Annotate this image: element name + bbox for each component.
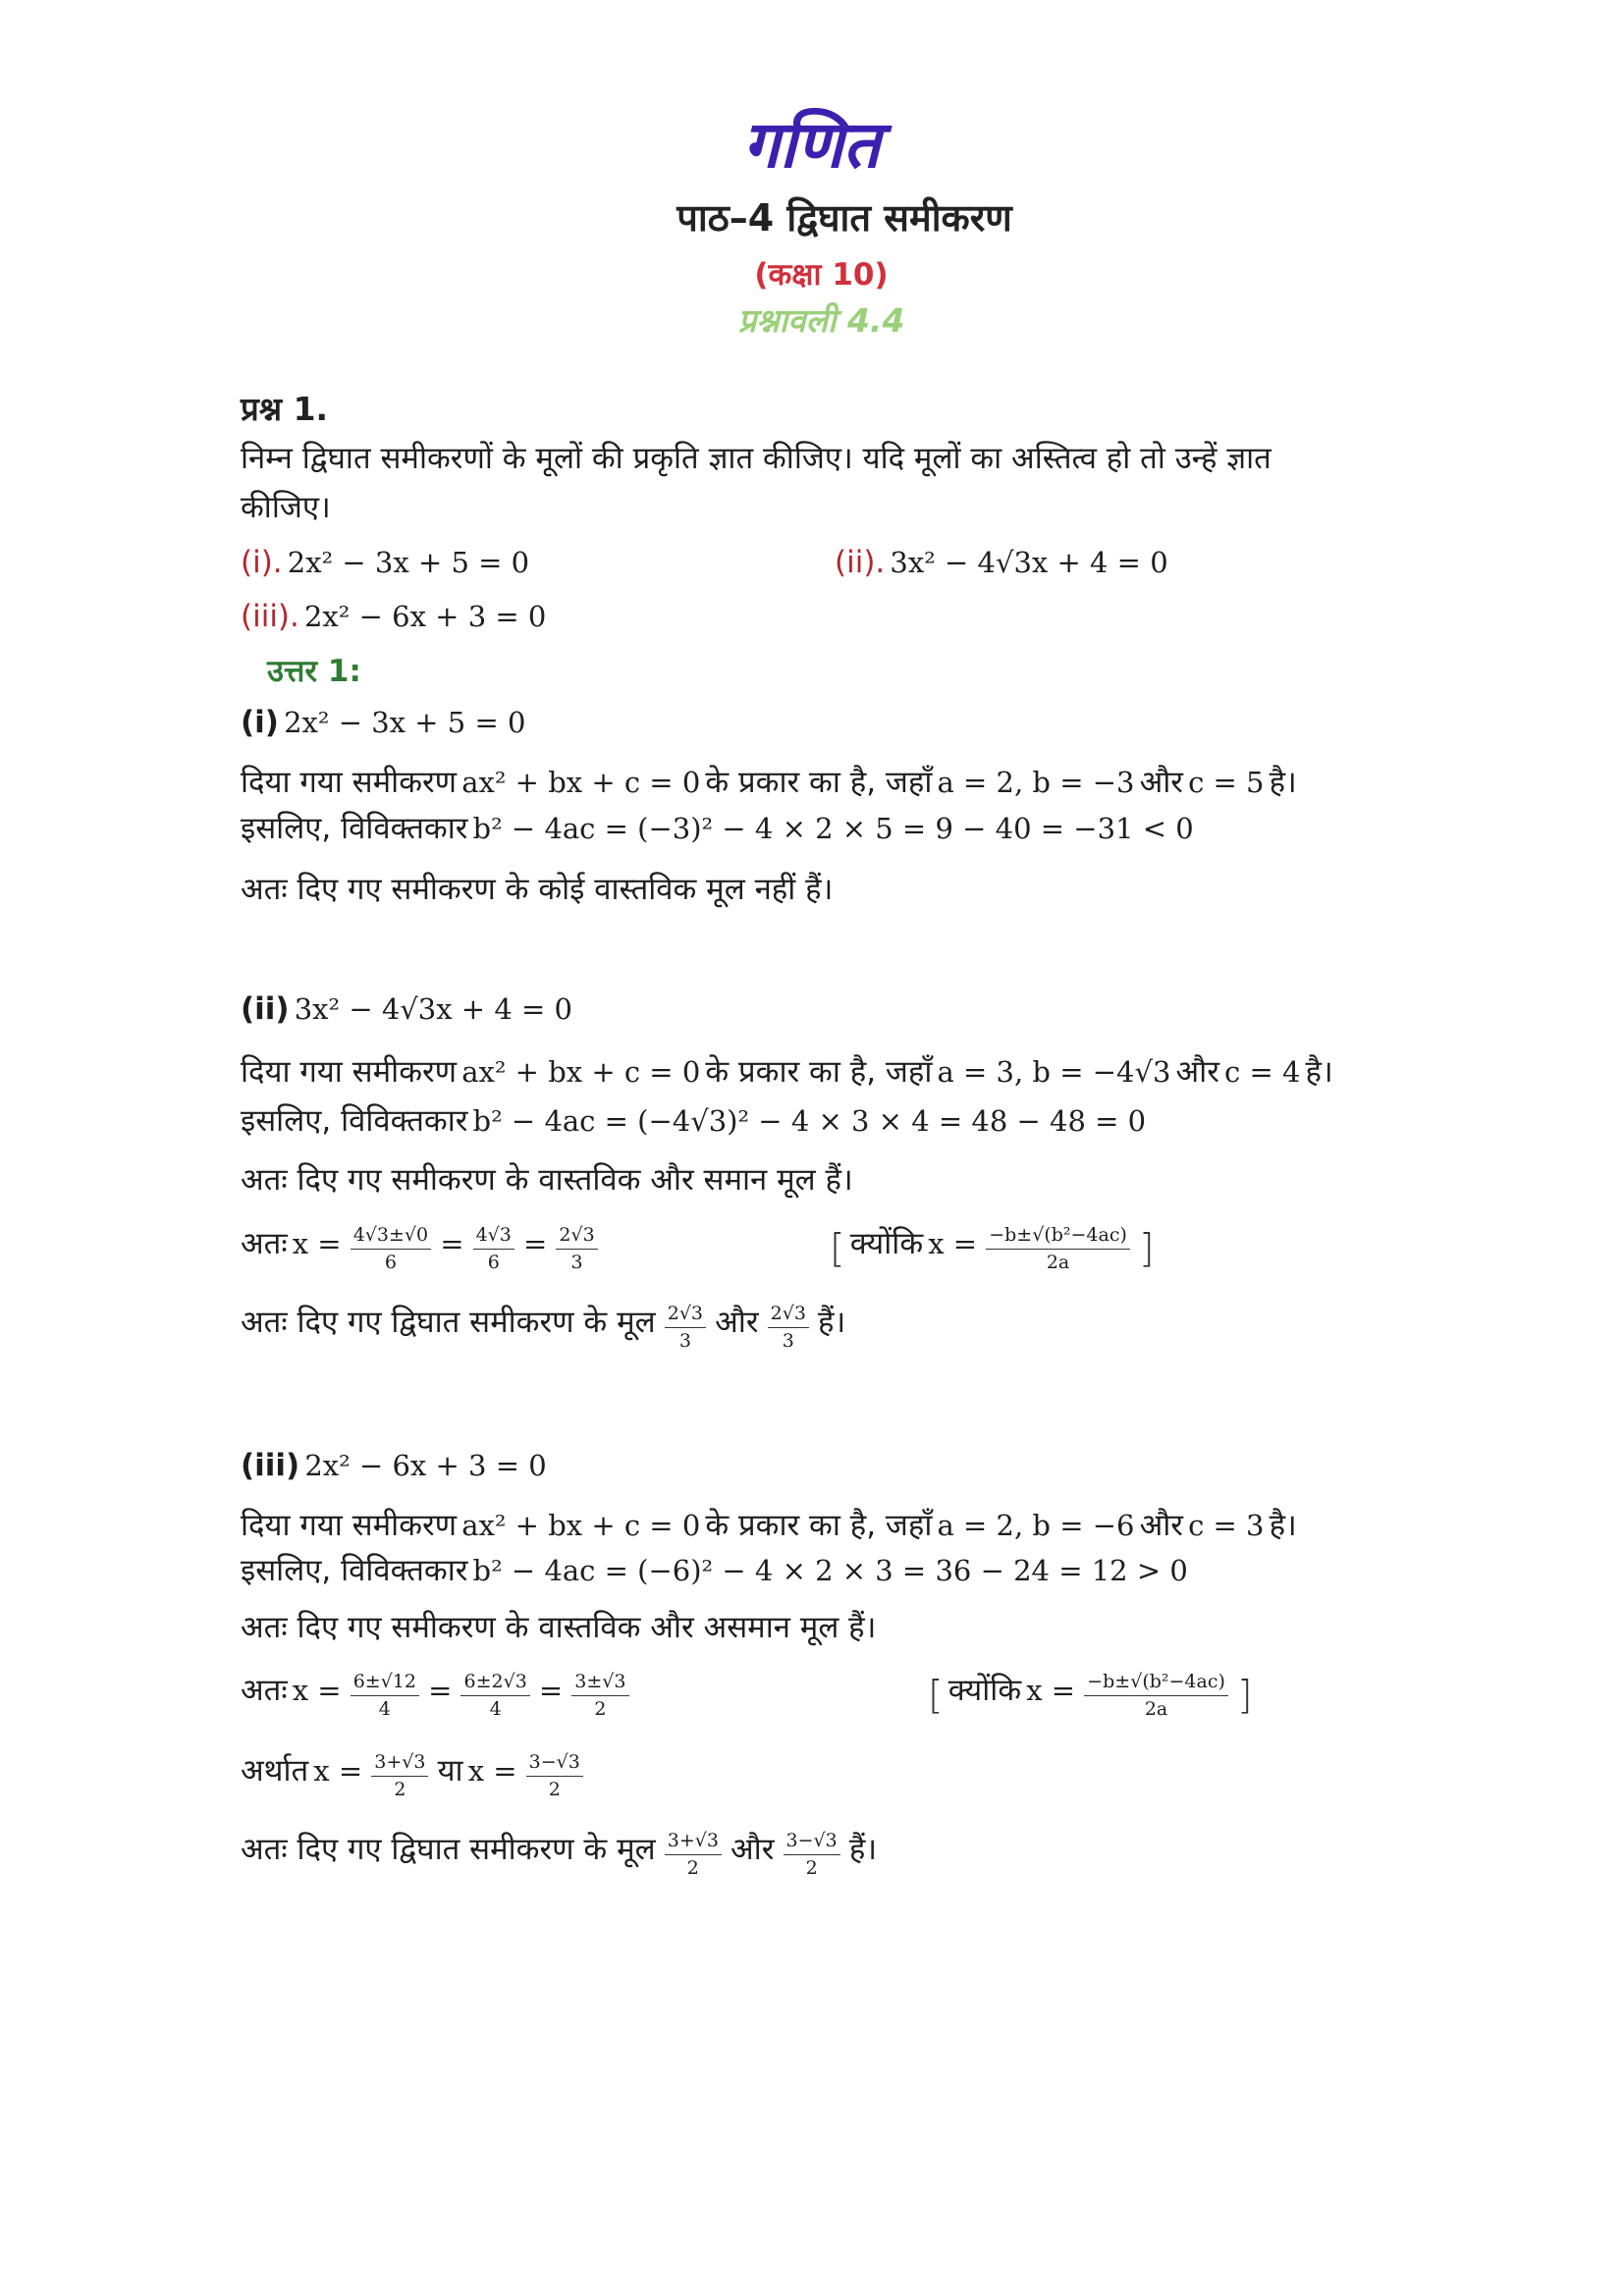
conclusion: अतः दिए गए समीकरण के वास्तविक और असमान मूल हैं।	[241, 1610, 877, 1645]
hai: है।	[1269, 765, 1297, 800]
part-equation: 2x² − 6x + 3 = 0	[304, 1449, 547, 1482]
hai: है।	[1269, 1508, 1297, 1543]
part-equation: 3x² − 4√3x + 4 = 0	[294, 992, 572, 1026]
subject-title: गणित	[742, 107, 881, 183]
because-label: क्योंकि	[849, 1226, 924, 1261]
part-label: (i)	[241, 705, 279, 740]
part-equation: 2x² − 3x + 5 = 0	[284, 706, 526, 739]
root-fraction: $\frac{3-√3}{2}$	[784, 1831, 840, 1880]
right-bracket: ]	[1237, 1673, 1253, 1719]
part-label: (iii).	[241, 599, 299, 634]
root-fraction: $\frac{3+√3}{2}$	[665, 1831, 722, 1880]
i-e-line: अर्थात x = $\frac{3+√3}{2}$ या x = $\frac{3-√3}{2}$	[241, 1749, 587, 1800]
coeff-c: c = 3	[1188, 1509, 1265, 1542]
exercise-label: प्रश्नावली 4.4	[737, 301, 905, 340]
given-mid: के प्रकार का है, जहाँ	[705, 1508, 933, 1543]
given-prefix: दिया गया समीकरण	[241, 1508, 458, 1543]
solve-prefix: अतः	[241, 1226, 288, 1261]
solve-x: x =	[292, 1674, 342, 1707]
given-form: ax² + bx + c = 0	[461, 1509, 701, 1542]
discriminant-line	[241, 1099, 1146, 1141]
aur: और	[1175, 1054, 1219, 1090]
roots-prefix: अतः दिए गए द्विघात समीकरण के मूल	[241, 1832, 656, 1867]
answer-part-iii-heading	[241, 1448, 547, 1483]
disc-expr: b² − 4ac = (−6)² − 4 × 2 × 3 = 36 − 24 = 12 > 0	[472, 1554, 1188, 1587]
question-heading: प्रश्न 1.	[241, 390, 329, 428]
given-line	[241, 761, 1297, 802]
root-fraction: $\frac{3+√3}{2}$	[371, 1752, 428, 1801]
class-label: (कक्षा 10)	[754, 257, 889, 293]
because-label: क्योंकि	[947, 1673, 1022, 1708]
given-line	[241, 1504, 1297, 1545]
fraction: $\frac{3\pm√3}{2}$	[571, 1672, 628, 1721]
fraction: $\frac{2√3}{3}$	[556, 1225, 597, 1274]
coeffs: a = 3, b = −4√3	[937, 1055, 1171, 1089]
solve-x: x =	[292, 1227, 342, 1260]
aur: और	[715, 1305, 759, 1340]
part-equation: 3x² − 4√3x + 4 = 0	[890, 546, 1168, 579]
aur: और	[1139, 765, 1183, 800]
roots-prefix: अतः दिए गए द्विघात समीकरण के मूल	[241, 1305, 656, 1340]
conclusion: अतः दिए गए समीकरण के कोई वास्तविक मूल नहीं हैं।	[241, 872, 834, 907]
part-label: (ii)	[241, 991, 290, 1027]
answer-part-ii-heading	[241, 991, 572, 1027]
formula-fraction: $\frac{\text{−b±√(b²−4ac)}}{2a}$	[986, 1225, 1130, 1274]
solve-prefix: अतः	[241, 1673, 288, 1708]
roots-suffix: हैं।	[818, 1305, 846, 1340]
discriminant-line	[241, 807, 1194, 848]
discriminant-line	[241, 1549, 1188, 1590]
disc-prefix: इसलिए, विविक्तकार	[241, 811, 468, 846]
part-equation: 2x² − 3x + 5 = 0	[287, 546, 530, 579]
fraction: $\frac{4√3\pm√0}{6}$	[351, 1225, 431, 1274]
fraction: $\frac{4√3}{6}$	[473, 1225, 514, 1274]
question-text-line2: कीजिए।	[241, 490, 331, 525]
left-bracket: [	[830, 1226, 845, 1272]
roots-suffix: हैं।	[848, 1832, 878, 1867]
coeffs: a = 2, b = −6	[937, 1509, 1135, 1542]
given-form: ax² + bx + c = 0	[461, 766, 701, 799]
root-fraction: $\frac{2√3}{3}$	[665, 1304, 706, 1353]
solution-line: अतः x = $\frac{4√3\pm√0}{6}$ = $\frac{4√3}{6}$ = $\frac{2√3}{3}$	[241, 1222, 602, 1273]
quadratic-formula-note: [ क्योंकि x = $\frac{\text{−b±√(b²−4ac)}}{2a}$ ]	[928, 1670, 1253, 1720]
fraction: $\frac{6\pm√12}{4}$	[351, 1672, 419, 1721]
roots-line	[241, 1301, 845, 1352]
aur: और	[1139, 1508, 1183, 1543]
coeff-c: c = 4	[1223, 1055, 1301, 1089]
chapter-title: पाठ–4 द्विघात समीकरण	[676, 196, 1012, 240]
roots-line	[241, 1828, 877, 1879]
root-fraction: $\frac{2√3}{3}$	[768, 1304, 809, 1353]
formula-fraction: $\frac{\text{−b±√(b²−4ac)}}{2a}$	[1084, 1672, 1228, 1721]
coeff-c: c = 5	[1188, 766, 1265, 799]
given-prefix: दिया गया समीकरण	[241, 1054, 458, 1090]
question-part-ii	[835, 545, 1168, 580]
disc-expr: b² − 4ac = (−3)² − 4 × 2 × 5 = 9 − 40 = −31 < 0	[472, 812, 1194, 845]
or-label: या	[437, 1753, 463, 1789]
left-bracket: [	[928, 1673, 944, 1719]
given-mid: के प्रकार का है, जहाँ	[705, 765, 933, 800]
answer-heading: उत्तर 1:	[267, 654, 361, 689]
disc-expr: b² − 4ac = (−4√3)² − 4 × 3 × 4 = 48 − 48 = 0	[472, 1104, 1147, 1138]
fraction: $\frac{6\pm 2√3}{4}$	[460, 1672, 529, 1721]
part-label: (i).	[241, 545, 283, 580]
part-equation: 2x² − 6x + 3 = 0	[303, 600, 547, 633]
disc-prefix: इसलिए, विविक्तकार	[241, 1553, 468, 1588]
given-prefix: दिया गया समीकरण	[241, 765, 458, 800]
root-fraction: $\frac{3-√3}{2}$	[526, 1752, 583, 1801]
answer-part-i-heading	[241, 705, 525, 740]
given-form: ax² + bx + c = 0	[461, 1055, 701, 1089]
disc-prefix: इसलिए, विविक्तकार	[241, 1103, 468, 1139]
solution-line: अतः x = $\frac{6\pm√12}{4}$ = $\frac{6\pm 2√3}{4}$ = $\frac{3\pm√3}{2}$	[241, 1669, 633, 1720]
hai: है।	[1305, 1054, 1333, 1090]
question-text-line1: निम्न द्विघात समीकरणों के मूलों की प्रकृति ज्ञात कीजिए। यदि मूलों का अस्तित्व हो तो उन्हें ज्ञात	[241, 441, 1271, 476]
given-line	[241, 1050, 1333, 1092]
conclusion: अतः दिए गए समीकरण के वास्तविक और समान मूल हैं।	[241, 1162, 853, 1198]
aur: और	[730, 1832, 775, 1867]
question-part-i	[241, 545, 529, 580]
given-mid: के प्रकार का है, जहाँ	[705, 1054, 933, 1090]
right-bracket: ]	[1139, 1226, 1155, 1272]
question-part-iii	[241, 599, 546, 634]
part-label: (ii).	[835, 545, 886, 580]
i-e-prefix: अर्थात	[241, 1753, 309, 1789]
quadratic-formula-note: [ क्योंकि x = $\frac{\text{−b±√(b²−4ac)}}{2a}$ ]	[830, 1223, 1155, 1273]
coeffs: a = 2, b = −3	[937, 766, 1135, 799]
part-label: (iii)	[241, 1448, 300, 1483]
